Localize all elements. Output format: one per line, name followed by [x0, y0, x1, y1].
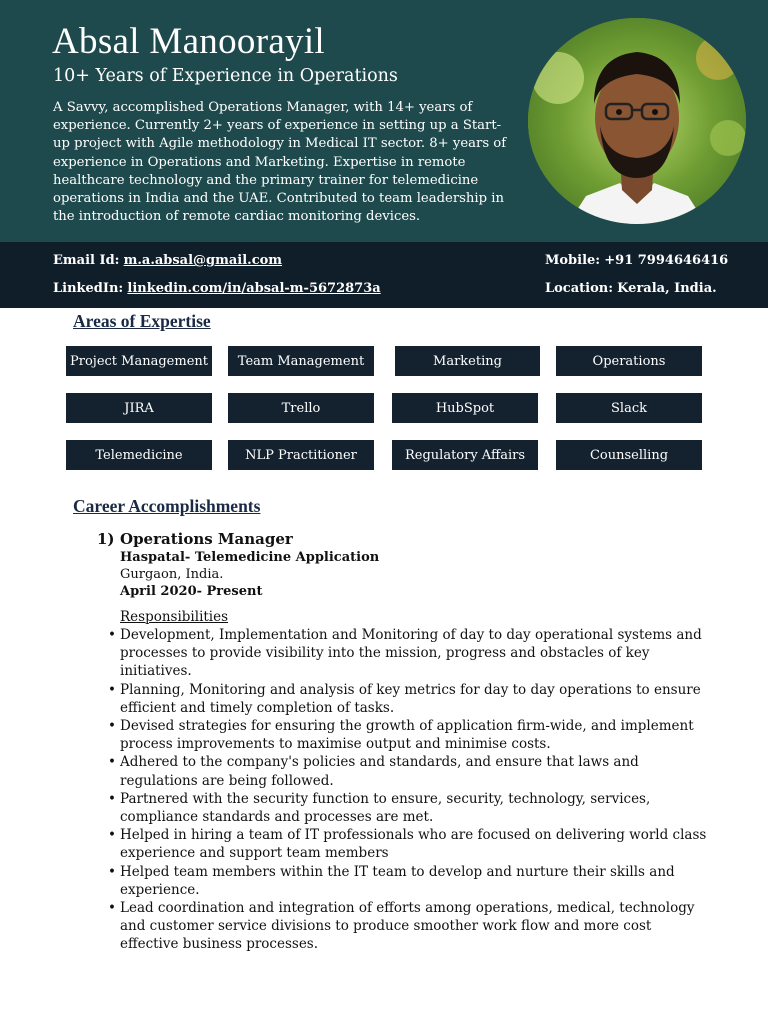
skill-chip: Operations — [556, 346, 702, 376]
list-item: • Helped team members within the IT team to develop and nurture their skills and experience. — [108, 863, 708, 899]
list-item: • Adhered to the company's policies and standards, and ensure that laws and regulations are being followed. — [108, 753, 708, 789]
skill-chip: Marketing — [395, 346, 540, 376]
location-row — [545, 281, 717, 296]
job-company: Haspatal- Telemedicine Application — [120, 550, 380, 565]
linkedin-link[interactable]: linkedin.com/in/absal-m-5672873a — [127, 281, 381, 296]
skill-chip: JIRA — [66, 393, 212, 423]
job-title: Operations Manager — [120, 530, 293, 548]
list-item: • Devised strategies for ensuring the growth of application firm-wide, and implement process improvements to maximise output and minimise costs. — [108, 717, 708, 753]
linkedin-row — [53, 281, 381, 296]
responsibilities-list — [108, 626, 708, 954]
list-item: • Lead coordination and integration of efforts among operations, medical, technology and customer service divisions to produce smoother work flow and more cost effective business processes. — [108, 899, 708, 954]
expertise-heading: Areas of Expertise — [73, 311, 211, 331]
email-row — [53, 253, 282, 268]
list-item: • Helped in hiring a team of IT professionals who are focused on delivering world class experience and support team members — [108, 826, 708, 862]
mobile-label: Mobile: — [545, 253, 601, 268]
list-item: • Development, Implementation and Monitoring of day to day operational systems and processes to provide visibility into the mission, progress and obstacles of key initiatives. — [108, 626, 708, 681]
job-dates: April 2020- Present — [120, 584, 263, 599]
mobile-value: +91 7994646416 — [604, 253, 729, 268]
job-number: 1) — [97, 530, 115, 548]
skill-chip: Project Management — [66, 346, 212, 376]
career-heading: Career Accomplishments — [73, 496, 261, 516]
skill-chip: Regulatory Affairs — [392, 440, 538, 470]
mobile-row — [545, 253, 728, 268]
email-label: Email Id: — [53, 253, 120, 268]
responsibilities-heading: Responsibilities — [120, 609, 229, 625]
list-item: • Planning, Monitoring and analysis of key metrics for day to day operations to ensure efficient and timely completion of tasks. — [108, 681, 708, 717]
contact-bar — [0, 242, 768, 308]
skill-chip: HubSpot — [392, 393, 538, 423]
skill-chip: NLP Practitioner — [228, 440, 374, 470]
candidate-name: Absal Manoorayil — [52, 21, 325, 62]
job-location: Gurgaon, India. — [120, 567, 224, 582]
header-banner — [0, 0, 768, 242]
profile-photo — [528, 18, 746, 224]
profile-summary: A Savvy, accomplished Operations Manager, with 14+ years of experience. Currently 2+ years of experience in setting up a Start-up project with Agile methodology in Medical IT sector. 8+ years of experience in Operations and Marketing. Expertise in remote healthcare technology and the primary trainer for telemedicine operations in India and the UAE. Contributed to team leadership in the introduction of remote cardiac monitoring devices. — [53, 100, 507, 225]
list-item: • Partnered with the security function to ensure, security, technology, services, compliance standards and processes are met. — [108, 790, 708, 826]
linkedin-label: LinkedIn: — [53, 281, 124, 296]
email-link[interactable]: m.a.absal@gmail.com — [123, 253, 283, 268]
skill-chip: Telemedicine — [66, 440, 212, 470]
candidate-subtitle: 10+ Years of Experience in Operations — [53, 66, 398, 86]
skill-chip: Team Management — [228, 346, 374, 376]
location-label: Location: — [545, 281, 614, 296]
skill-chip: Counselling — [556, 440, 702, 470]
skill-chip: Trello — [228, 393, 374, 423]
skill-chip: Slack — [556, 393, 702, 423]
location-value: Kerala, India. — [617, 281, 717, 296]
